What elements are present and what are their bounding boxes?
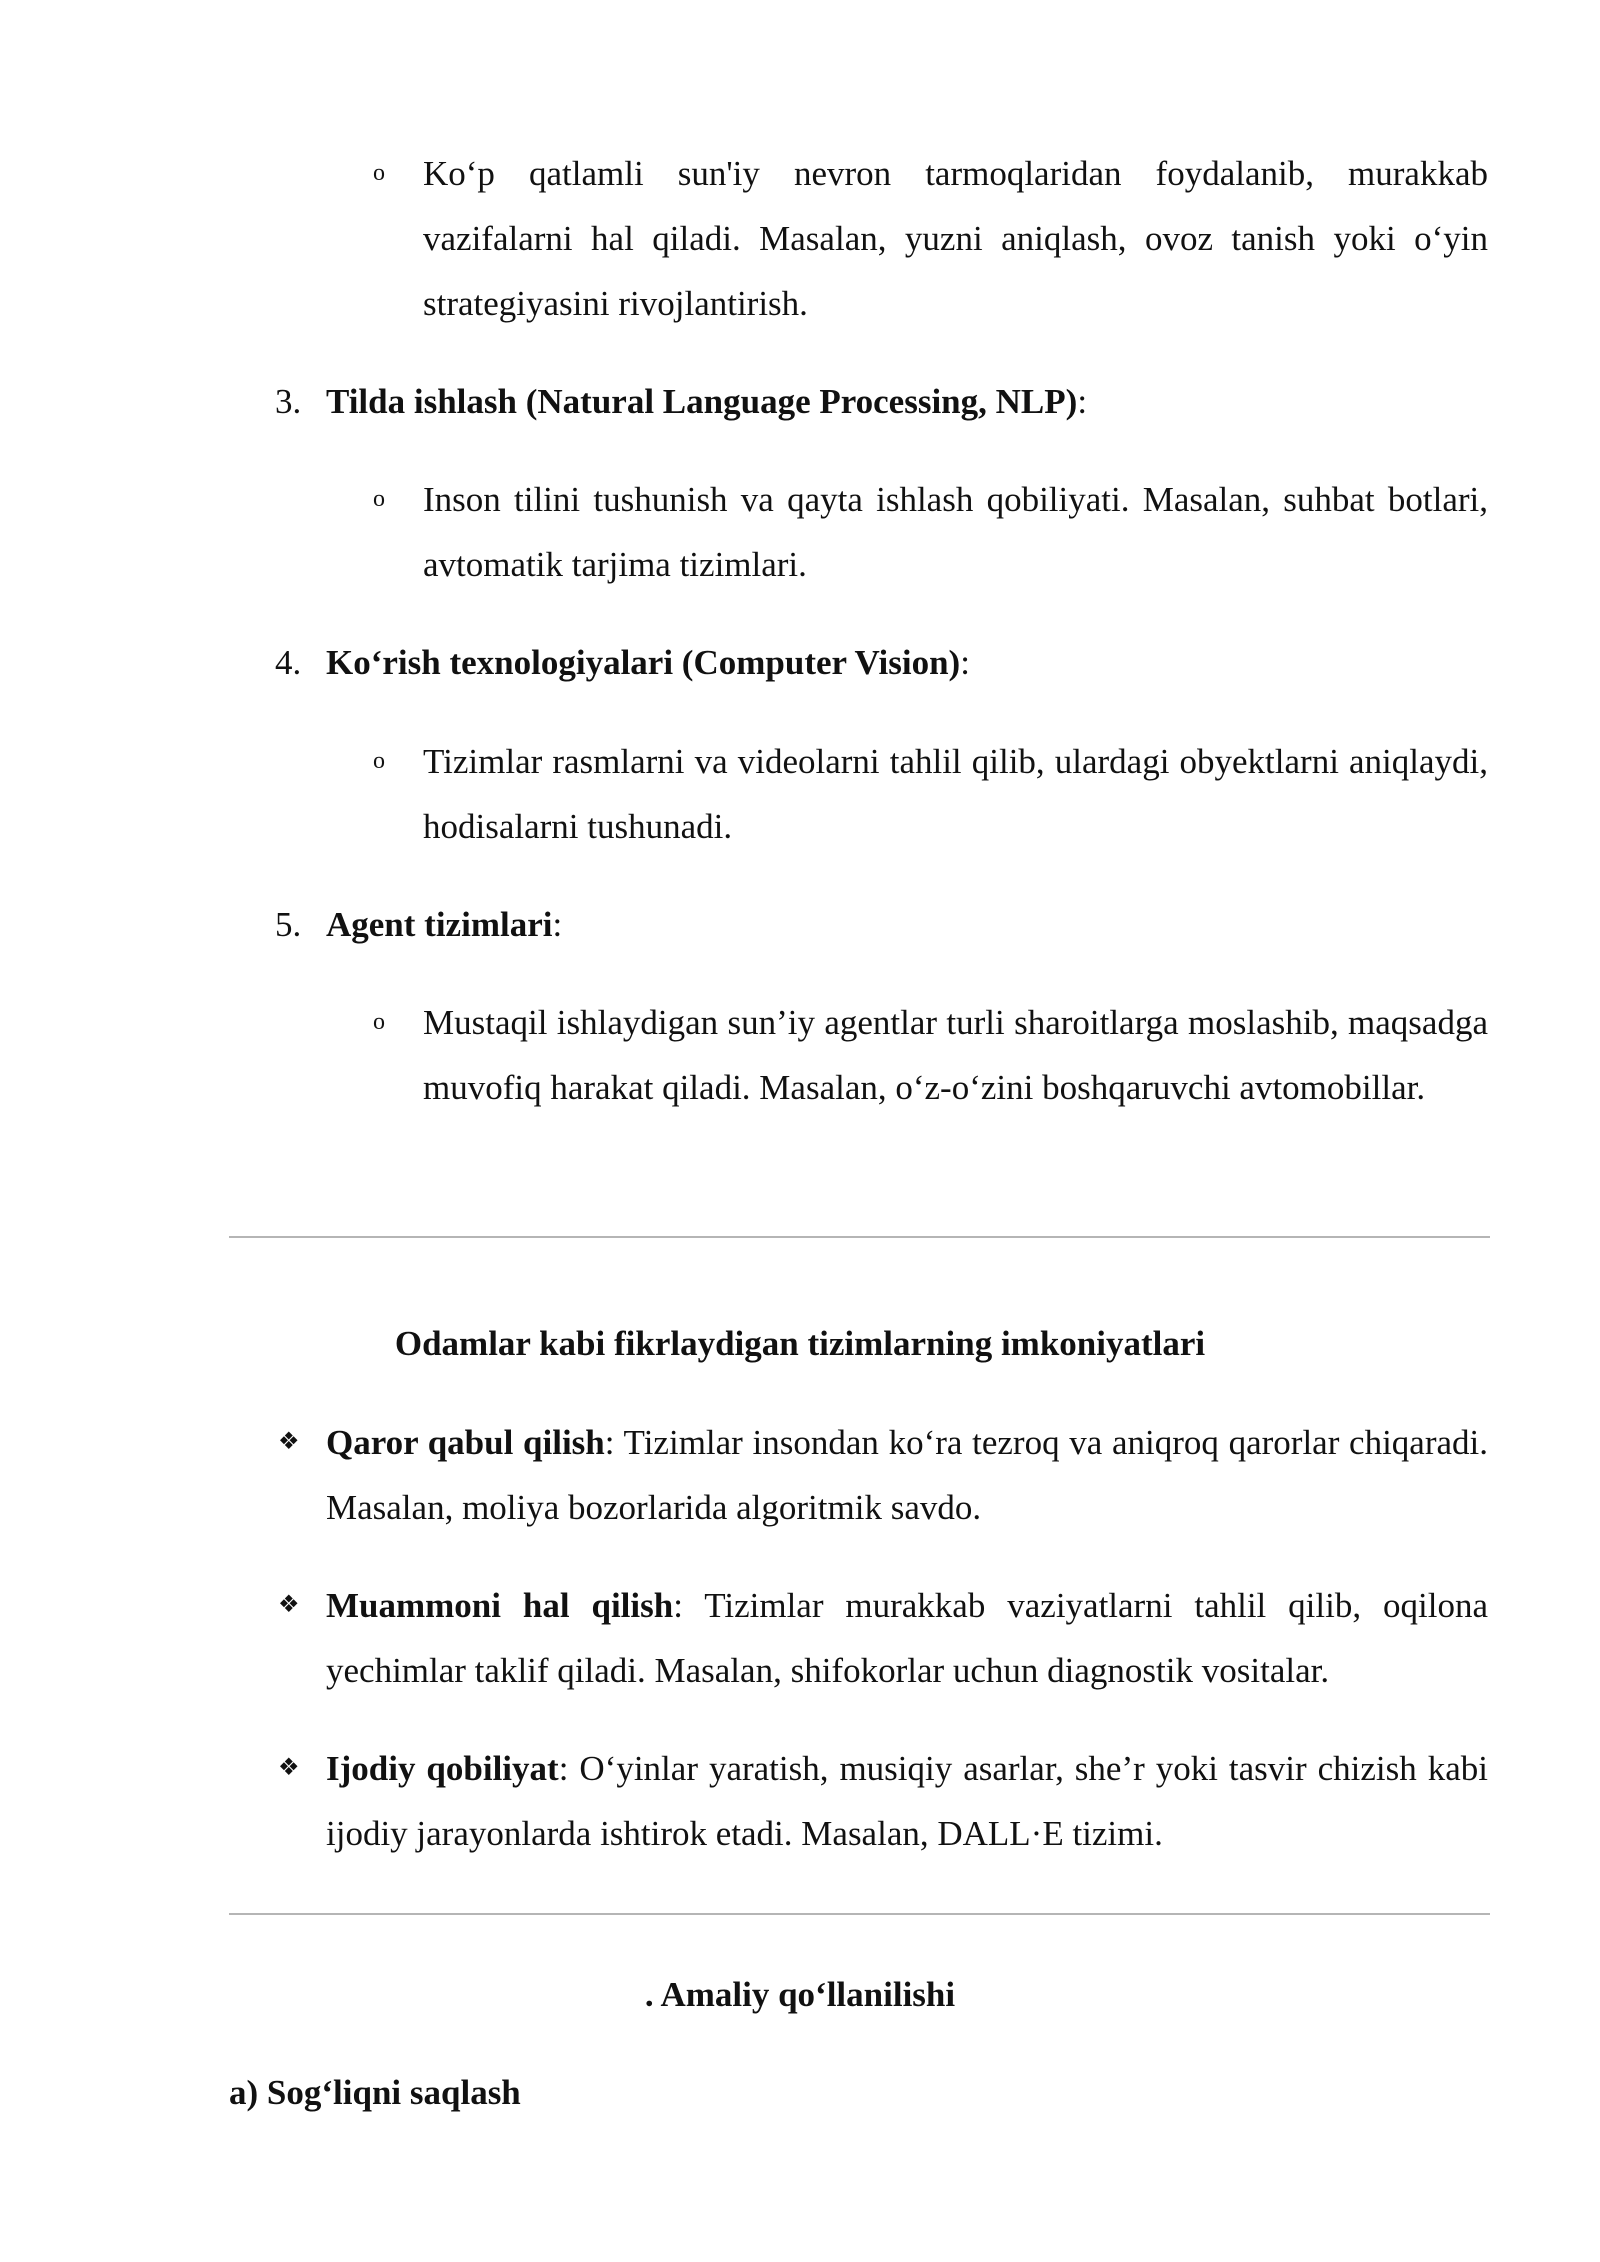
capability-text: O‘yinlar yaratish, musiqiy asarlar, she’r yoki tasvir chizish kabi ijodiy jarayonlarda ishtirok etadi. Masalan, DALL·E tizimi. (326, 1749, 1489, 1853)
sub-bullet-marker: o (373, 160, 385, 186)
list-item-title-bold: Tilda ishlash (Natural Language Processing, NLP) (326, 382, 1078, 421)
section-heading: . Amaliy qo‘llanilishi (644, 1975, 956, 2014)
capability-text: Tizimlar insondan ko‘ra tezroq va aniqroq qarorlar chiqaradi. Masalan, moliya bozorlarida algoritmik savdo. (326, 1423, 1489, 1527)
diamond-bullet-icon: ❖ (278, 1429, 300, 1455)
sub-bullet-marker: o (373, 486, 385, 512)
sub-bullet-marker: o (373, 748, 385, 774)
capability-text: Tizimlar murakkab vaziyatlarni tahlil qilib, oqilona yechimlar taklif qiladi. Masalan, shifokorlar uchun diagnostik vositalar. (326, 1586, 1488, 1690)
capability-entry (326, 1573, 1488, 1703)
colon: : (558, 1749, 569, 1788)
colon: : (604, 1423, 615, 1462)
capability-entry (326, 1736, 1488, 1866)
section-heading: Odamlar kabi fikrlaydigan tizimlarning imkoniyatlari (394, 1324, 1206, 1363)
list-item-title (326, 892, 1486, 957)
colon: : (552, 905, 563, 944)
colon: : (960, 643, 970, 682)
sub-bullet-text: Inson tilini tushunish va qayta ishlash qobiliyati. Masalan, suhbat botlari, avtomatik tarjima tizimlari. (423, 480, 1488, 584)
capability-term: Ijodiy qobiliyat (326, 1749, 559, 1788)
list-item-title-bold: Agent tizimlari (326, 905, 553, 944)
sub-bullet-text: Mustaqil ishlaydigan sun’iy agentlar turli sharoitlarga moslashib, maqsadga muvofiq harakat qiladi. Masalan, o‘z-o‘zini boshqaruvchi avtomobillar. (423, 1003, 1488, 1107)
diamond-bullet-icon: ❖ (278, 1592, 300, 1618)
subsection-heading: a) Sog‘liqni saqlash (229, 2073, 521, 2112)
sub-bullet-text: Tizimlar rasmlarni va videolarni tahlil qilib, ulardagi obyektlarni aniqlaydi, hodisalarni tushunadi. (423, 742, 1488, 846)
colon: : (1077, 382, 1088, 421)
list-number: 5. (275, 905, 302, 944)
capability-term: Qaror qabul qilish (326, 1423, 605, 1462)
capability-term: Muammoni hal qilish (326, 1586, 674, 1625)
sub-bullet-text: Ko‘p qatlamli sun'iy nevron tarmoqlaridan foydalanib, murakkab vazifalarni hal qiladi. Masalan, yuzni aniqlash, ovoz tanish yoki o‘yin strategiyasini rivojlantirish. (423, 154, 1488, 323)
colon: : (673, 1586, 683, 1625)
sub-bullet-marker: o (373, 1009, 385, 1035)
horizontal-divider (229, 1236, 1490, 1238)
list-item-title-bold: Ko‘rish texnologiyalari (Computer Vision) (326, 643, 961, 682)
capability-entry (326, 1410, 1488, 1540)
list-item-title (326, 369, 1486, 434)
diamond-bullet-icon: ❖ (278, 1755, 300, 1781)
list-number: 3. (275, 382, 302, 421)
horizontal-divider (229, 1913, 1490, 1915)
list-item-title (326, 630, 1486, 695)
list-number: 4. (275, 643, 302, 682)
